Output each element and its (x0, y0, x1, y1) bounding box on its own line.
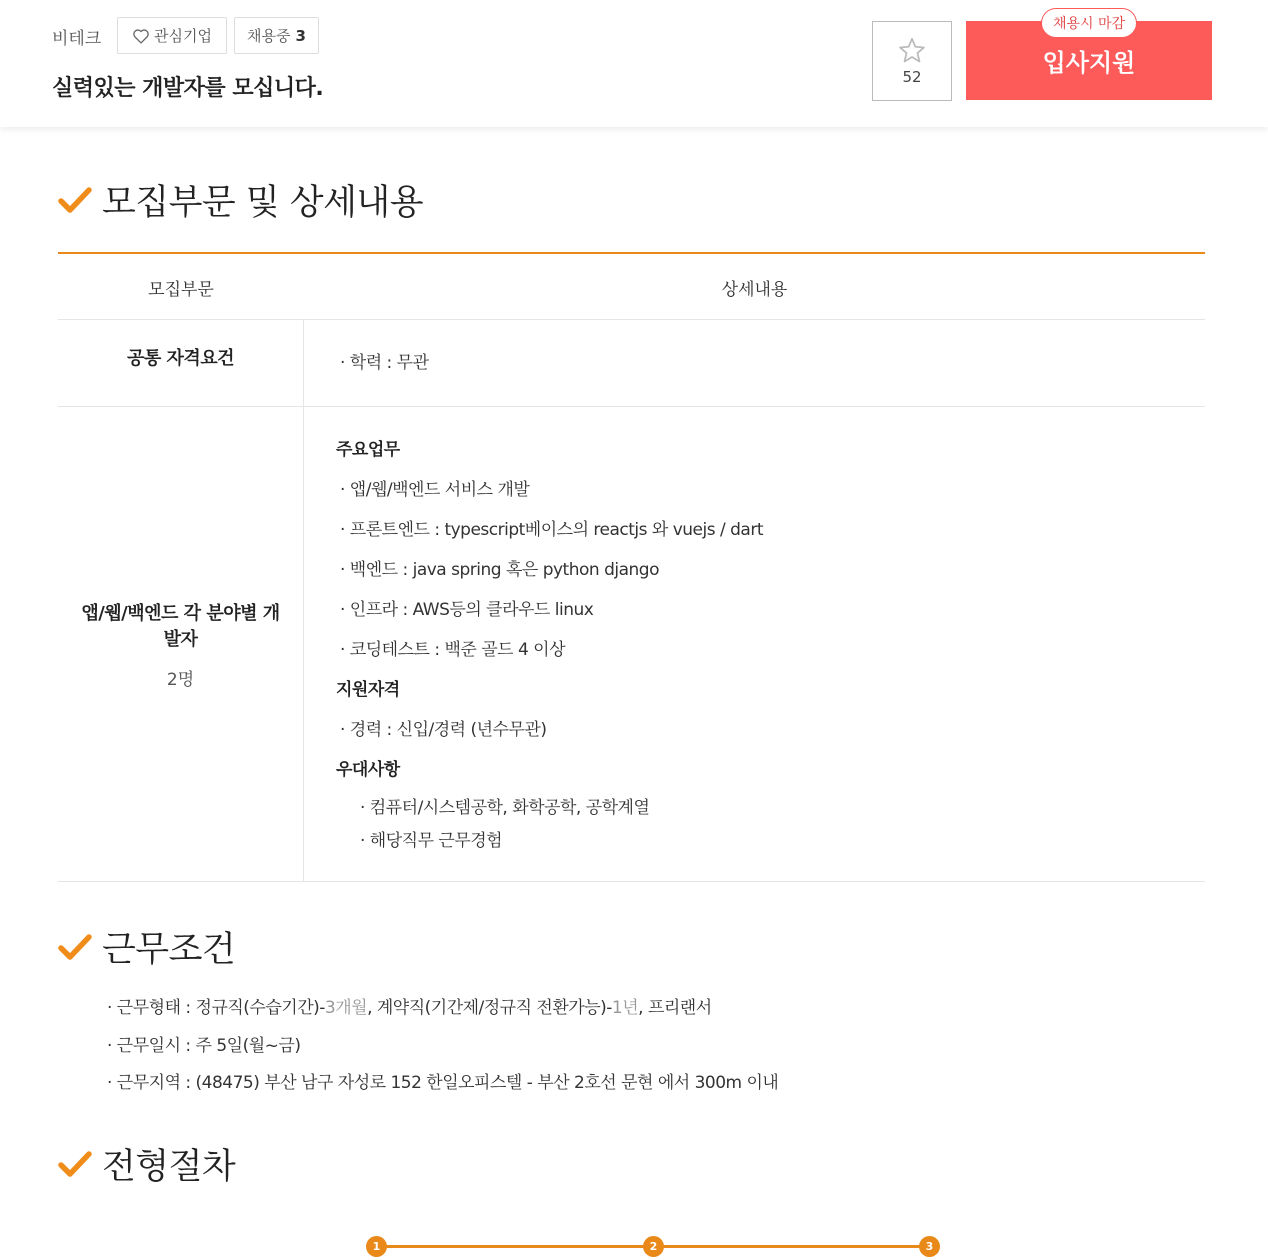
position-name (58, 599, 303, 651)
job-header (0, 0, 1268, 127)
duty-item: · 프론트엔드 : typescript베이스의 reactjs 와 vuejs / dart (340, 520, 763, 540)
checkmark-icon (58, 1149, 92, 1179)
section-title: 모집부문 및 상세내용 (102, 183, 424, 223)
duty-item: · 백엔드 : java spring 혹은 python django (340, 560, 659, 580)
position-name-line: 앱/웹/백엔드 각 분야별 개 (81, 603, 280, 624)
apply-label: 입사지원 (1042, 49, 1136, 77)
hiring-label: 채용중 (247, 27, 291, 45)
section-title: 전형절차 (102, 1147, 236, 1187)
duty-item: · 앱/웹/백엔드 서비스 개발 (340, 480, 530, 500)
employment-type-text: , 계약직(기간제/정규직 전환가능)- (367, 998, 612, 1018)
process-section-heading (58, 1139, 235, 1189)
employment-type-text: , 프리랜서 (638, 998, 712, 1018)
column-header: 상세내용 (721, 279, 788, 300)
duty-item: · 코딩테스트 : 백준 골드 4 이상 (340, 640, 566, 660)
process-step: 1 (366, 1236, 387, 1257)
education-requirement: · 학력 : 무관 (340, 353, 429, 373)
duties-title: 주요업무 (336, 440, 400, 460)
scrap-count: 52 (902, 67, 922, 86)
recruit-table (58, 252, 1205, 882)
preference-item: · 해당직무 근무경험 (360, 831, 503, 851)
scrap-button[interactable] (872, 21, 952, 101)
headcount: 2명 (166, 670, 195, 690)
column-header: 모집부문 (148, 279, 214, 300)
recruit-section-heading (58, 175, 423, 225)
section-title: 근무조건 (102, 930, 236, 970)
job-title: 실력있는 개발자를 모십니다. (52, 76, 324, 101)
employment-type (107, 993, 712, 1018)
heart-icon (132, 28, 150, 44)
company-name[interactable]: 비테크 (52, 29, 102, 49)
hiring-count: 3 (295, 26, 306, 45)
preference-title: 우대사항 (336, 760, 400, 780)
favorite-company-button[interactable] (117, 17, 227, 54)
employment-type-text: · 근무형태 : 정규직(수습기간)- (107, 998, 325, 1018)
checkmark-icon (58, 932, 92, 962)
probation-period: 3개월 (324, 998, 368, 1018)
process-step: 3 (919, 1236, 940, 1257)
process-step: 2 (643, 1236, 664, 1257)
star-icon (898, 37, 926, 64)
row-label-cell (58, 320, 304, 406)
table-row (58, 407, 1205, 882)
row-label-cell (58, 407, 304, 881)
work-schedule: · 근무일시 : 주 5일(월~금) (107, 1036, 301, 1056)
work-location: · 근무지역 : (48475) 부산 남구 자성로 152 한일오피스텔 - 부산 2호선 문현 에서 300m 이내 (107, 1073, 779, 1093)
checkmark-icon (58, 185, 92, 215)
position-name-line: 발자 (163, 629, 198, 650)
duty-item: · 인프라 : AWS등의 클라우드 linux (340, 600, 594, 620)
preference-item: · 컴퓨터/시스템공학, 화학공학, 공학계열 (360, 798, 650, 818)
deadline-badge: 채용시 마감 (1041, 8, 1137, 38)
qualification-item: · 경력 : 신입/경력 (년수무관) (340, 720, 547, 740)
conditions-section-heading (58, 922, 235, 972)
favorite-label: 관심기업 (154, 27, 212, 45)
table-row (58, 320, 1205, 407)
hiring-count-button[interactable] (234, 17, 319, 54)
common-requirements-label: 공통 자격요건 (126, 348, 235, 369)
table-header-row (58, 254, 1205, 320)
contract-period: 1년 (611, 998, 639, 1018)
qualification-title: 지원자격 (336, 680, 400, 700)
